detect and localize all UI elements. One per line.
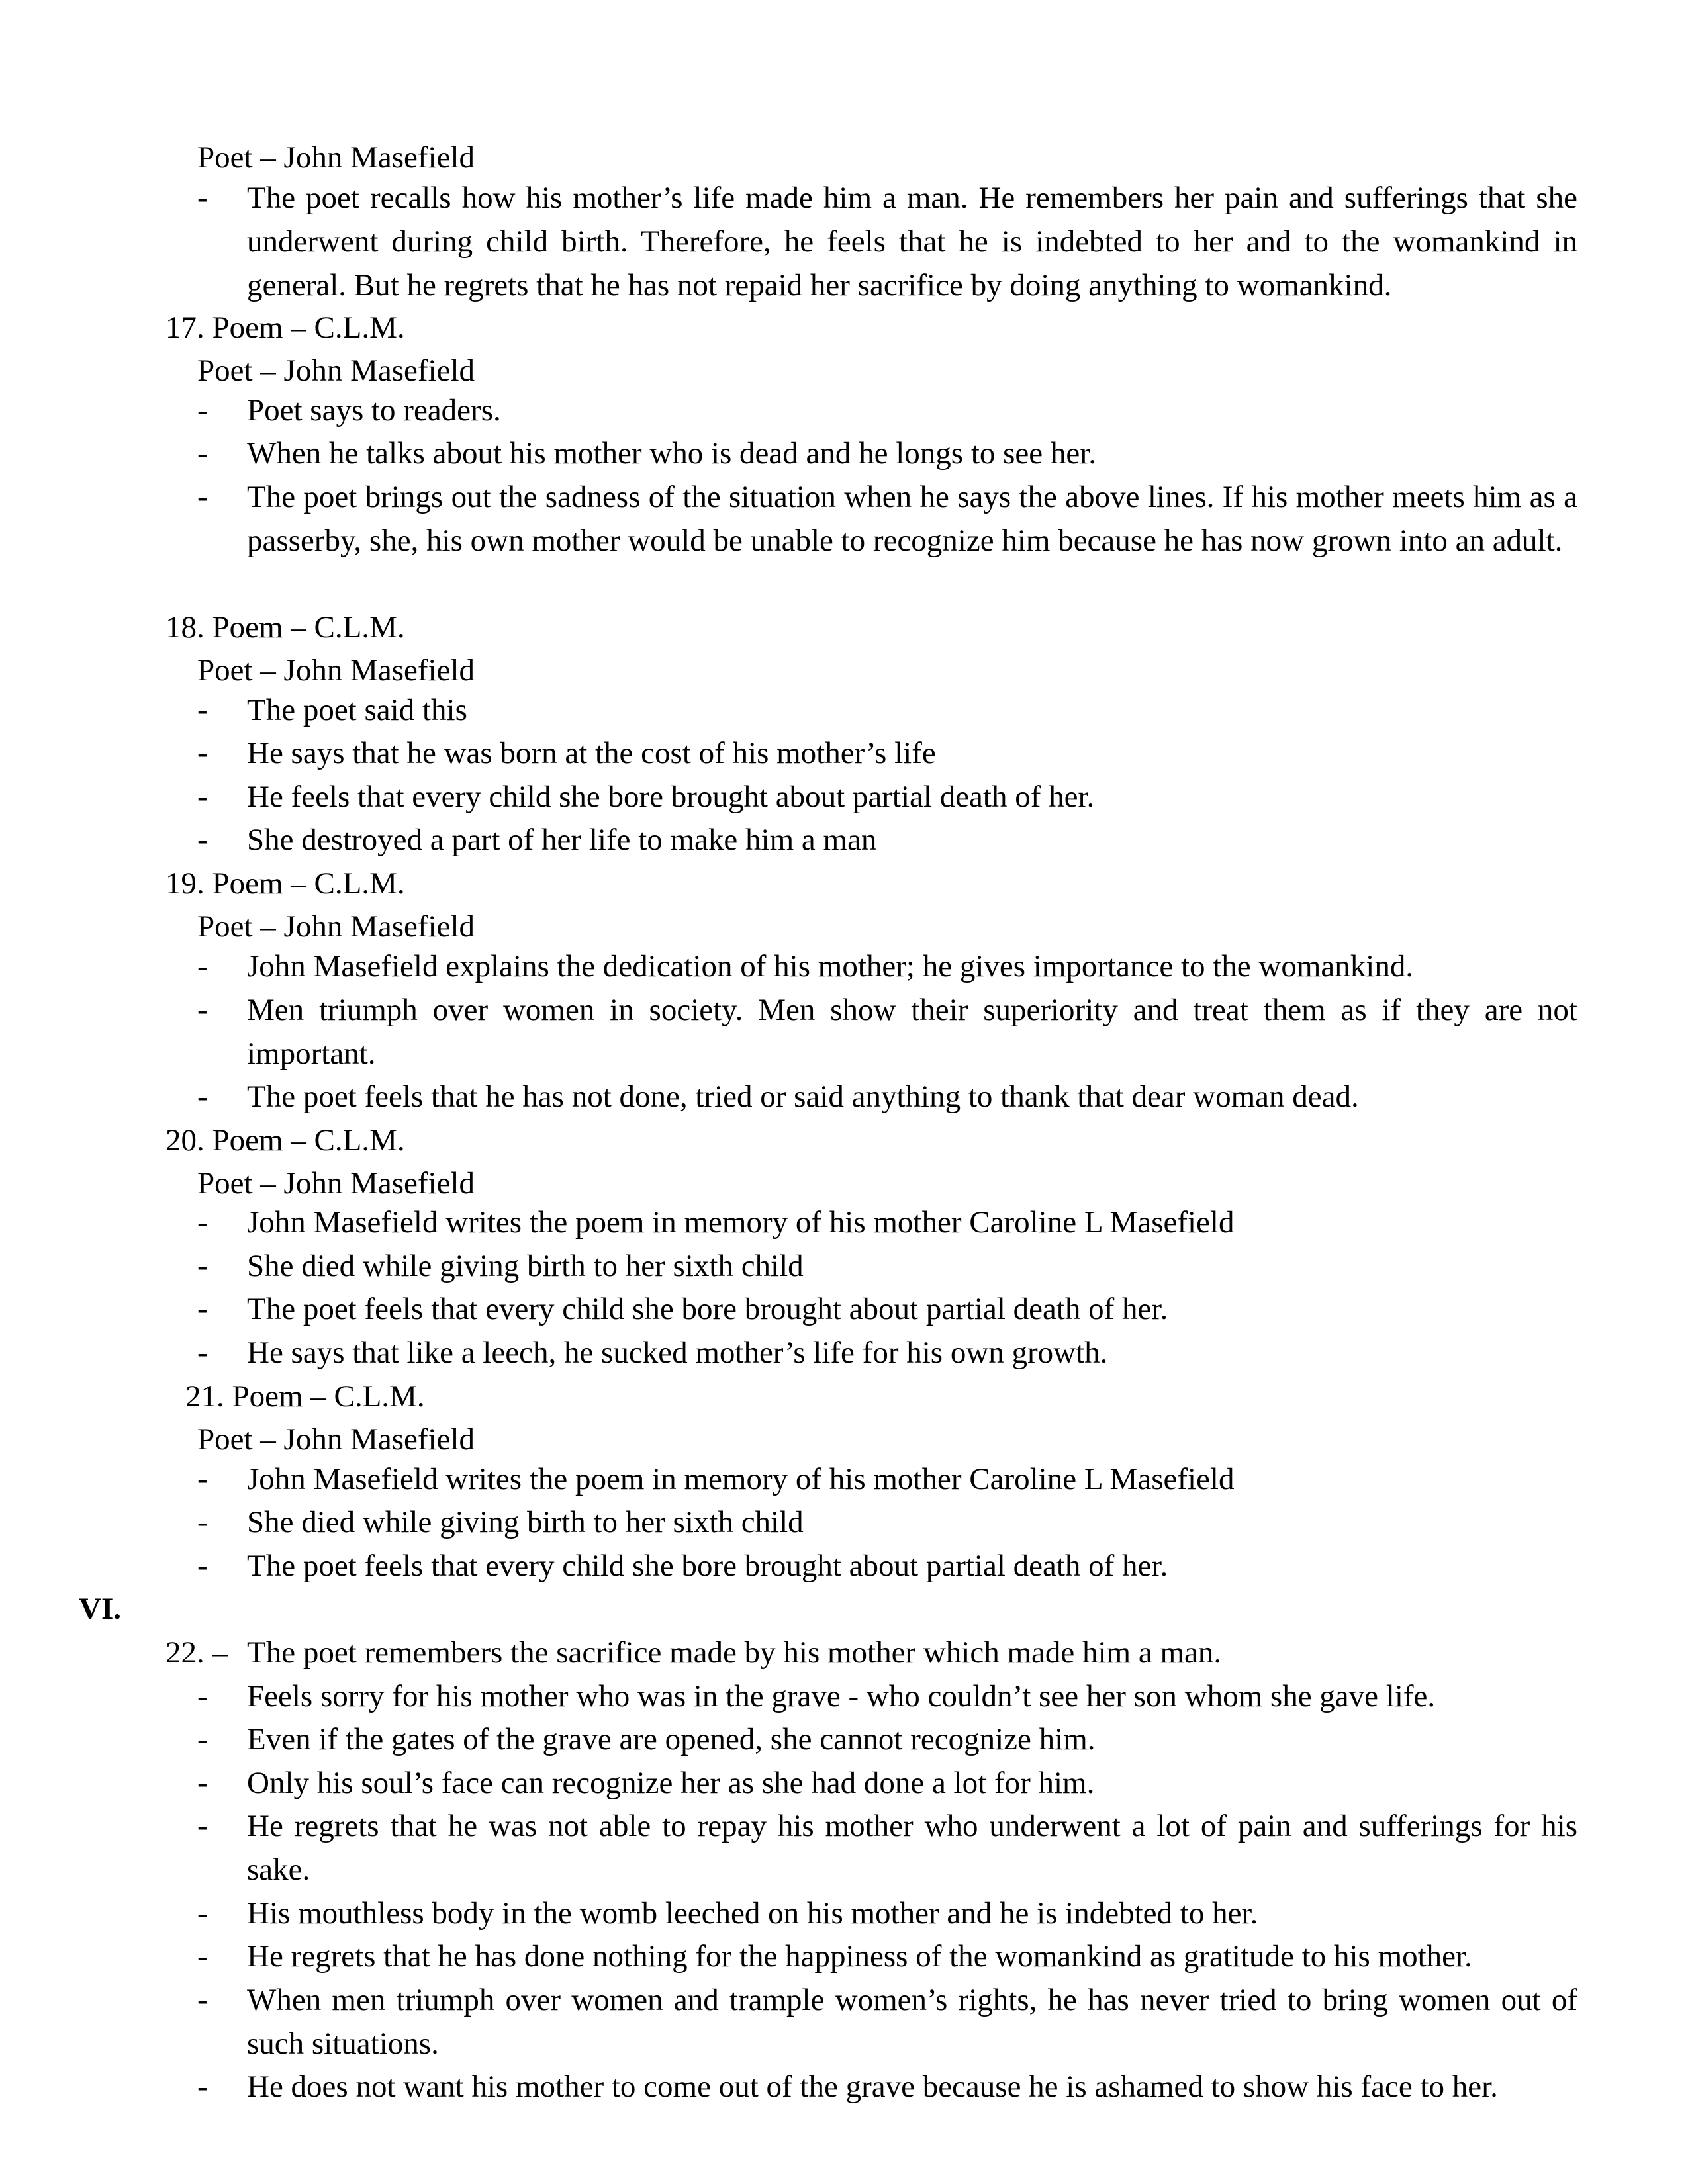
bullet-dash: - (197, 1205, 208, 1240)
q20-bullet-4: He says that like a leech, he sucked mother’s life for his own growth. (247, 1336, 1108, 1370)
q20-bullet-2: She died while giving birth to her sixth child (247, 1249, 804, 1283)
q22-heading: 22. – (165, 1635, 228, 1670)
q18-bullet-4: She destroyed a part of her life to make him a man (247, 823, 877, 857)
q22-first-point: The poet remembers the sacrifice made by his mother which made him a man. (247, 1635, 1222, 1670)
intro-bullet-1: The poet recalls how his mother’s life made him a man. He remembers her pain and sufferings that she underwent during child birth. Therefore, he feels that he is indebted to her and to the womankind in general. But he regrets that he has not repaid her sacrifice by doing anything to womankind. (247, 181, 1577, 302)
q22-bullet-8: He does not want his mother to come out of the grave because he is ashamed to show his face to her. (247, 2070, 1498, 2104)
bullet-dash: - (197, 823, 208, 857)
bullet-dash: - (197, 393, 208, 428)
bullet-dash: - (197, 780, 208, 814)
q20-bullet-1: John Masefield writes the poem in memory of his mother Caroline L Masefield (247, 1205, 1235, 1240)
q18-bullet-2: He says that he was born at the cost of his mother’s life (247, 736, 936, 770)
bullet-dash: - (197, 993, 208, 1027)
bullet-dash: - (197, 1462, 208, 1496)
q21-bullet-1: John Masefield writes the poem in memory of his mother Caroline L Masefield (247, 1462, 1235, 1496)
q21-bullet-3: The poet feels that every child she bore brought about partial death of her. (247, 1549, 1168, 1583)
bullet-dash: - (197, 1505, 208, 1539)
q22-bullet-2: Even if the gates of the grave are opened, she cannot recognize him. (247, 1722, 1096, 1756)
bullet-dash: - (197, 949, 208, 983)
q18-heading: 18. Poem – C.L.M. (165, 610, 405, 645)
q20-poet: Poet – John Masefield (197, 1166, 475, 1201)
q21-poet: Poet – John Masefield (197, 1422, 475, 1457)
bullet-dash: - (197, 1336, 208, 1370)
bullet-dash: - (197, 181, 208, 215)
bullet-dash: - (197, 2070, 208, 2104)
q18-bullet-1: The poet said this (247, 693, 467, 727)
q21-bullet-2: She died while giving birth to her sixth child (247, 1505, 804, 1539)
bullet-dash: - (197, 436, 208, 471)
q19-bullet-1: John Masefield explains the dedication of his mother; he gives importance to the womankind. (247, 949, 1414, 983)
q22-bullet-7: When men triumph over women and trample women’s rights, he has never tried to bring women out of such situations. (247, 1983, 1577, 2061)
bullet-dash: - (197, 480, 208, 514)
q19-bullet-2: Men triumph over women in society. Men show their superiority and treat them as if they are not important. (247, 993, 1577, 1071)
bullet-dash: - (197, 736, 208, 770)
q19-poet: Poet – John Masefield (197, 909, 475, 944)
q17-bullet-2: When he talks about his mother who is dead and he longs to see her. (247, 436, 1097, 471)
q17-bullet-3: The poet brings out the sadness of the situation when he says the above lines. If his mother meets him as a passerby, she, his own mother would be unable to recognize him because he has now grown into an adult. (247, 480, 1577, 558)
bullet-dash: - (197, 1809, 208, 1843)
q19-bullet-3: The poet feels that he has not done, tried or said anything to thank that dear woman dead. (247, 1079, 1359, 1114)
q17-heading: 17. Poem – C.L.M. (165, 310, 405, 345)
bullet-dash: - (197, 1679, 208, 1713)
q22-bullet-4: He regrets that he was not able to repay his mother who underwent a lot of pain and sufferings for his sake. (247, 1809, 1577, 1887)
section-label: VI. (79, 1592, 121, 1626)
q22-bullet-1: Feels sorry for his mother who was in the grave - who couldn’t see her son whom she gave life. (247, 1679, 1436, 1713)
q20-bullet-3: The poet feels that every child she bore brought about partial death of her. (247, 1292, 1168, 1326)
bullet-dash: - (197, 1896, 208, 1931)
q18-poet: Poet – John Masefield (197, 653, 475, 688)
bullet-dash: - (197, 1249, 208, 1283)
q20-heading: 20. Poem – C.L.M. (165, 1123, 405, 1158)
bullet-dash: - (197, 1292, 208, 1326)
bullet-dash: - (197, 1549, 208, 1583)
q19-heading: 19. Poem – C.L.M. (165, 866, 405, 901)
intro-poet: Poet – John Masefield (197, 140, 475, 175)
bullet-dash: - (197, 693, 208, 727)
q17-bullet-1: Poet says to readers. (247, 393, 501, 428)
bullet-dash: - (197, 1079, 208, 1114)
q22-bullet-5: His mouthless body in the womb leeched on his mother and he is indebted to her. (247, 1896, 1258, 1931)
bullet-dash: - (197, 1722, 208, 1756)
q22-bullet-3: Only his soul’s face can recognize her as she had done a lot for him. (247, 1766, 1095, 1800)
q22-bullet-6: He regrets that he has done nothing for the happiness of the womankind as gratitude to his mother. (247, 1939, 1472, 1974)
q18-bullet-3: He feels that every child she bore brought about partial death of her. (247, 780, 1095, 814)
q17-poet: Poet – John Masefield (197, 353, 475, 388)
bullet-dash: - (197, 1766, 208, 1800)
q21-heading: 21. Poem – C.L.M. (185, 1379, 425, 1414)
bullet-dash: - (197, 1983, 208, 2017)
bullet-dash: - (197, 1939, 208, 1974)
